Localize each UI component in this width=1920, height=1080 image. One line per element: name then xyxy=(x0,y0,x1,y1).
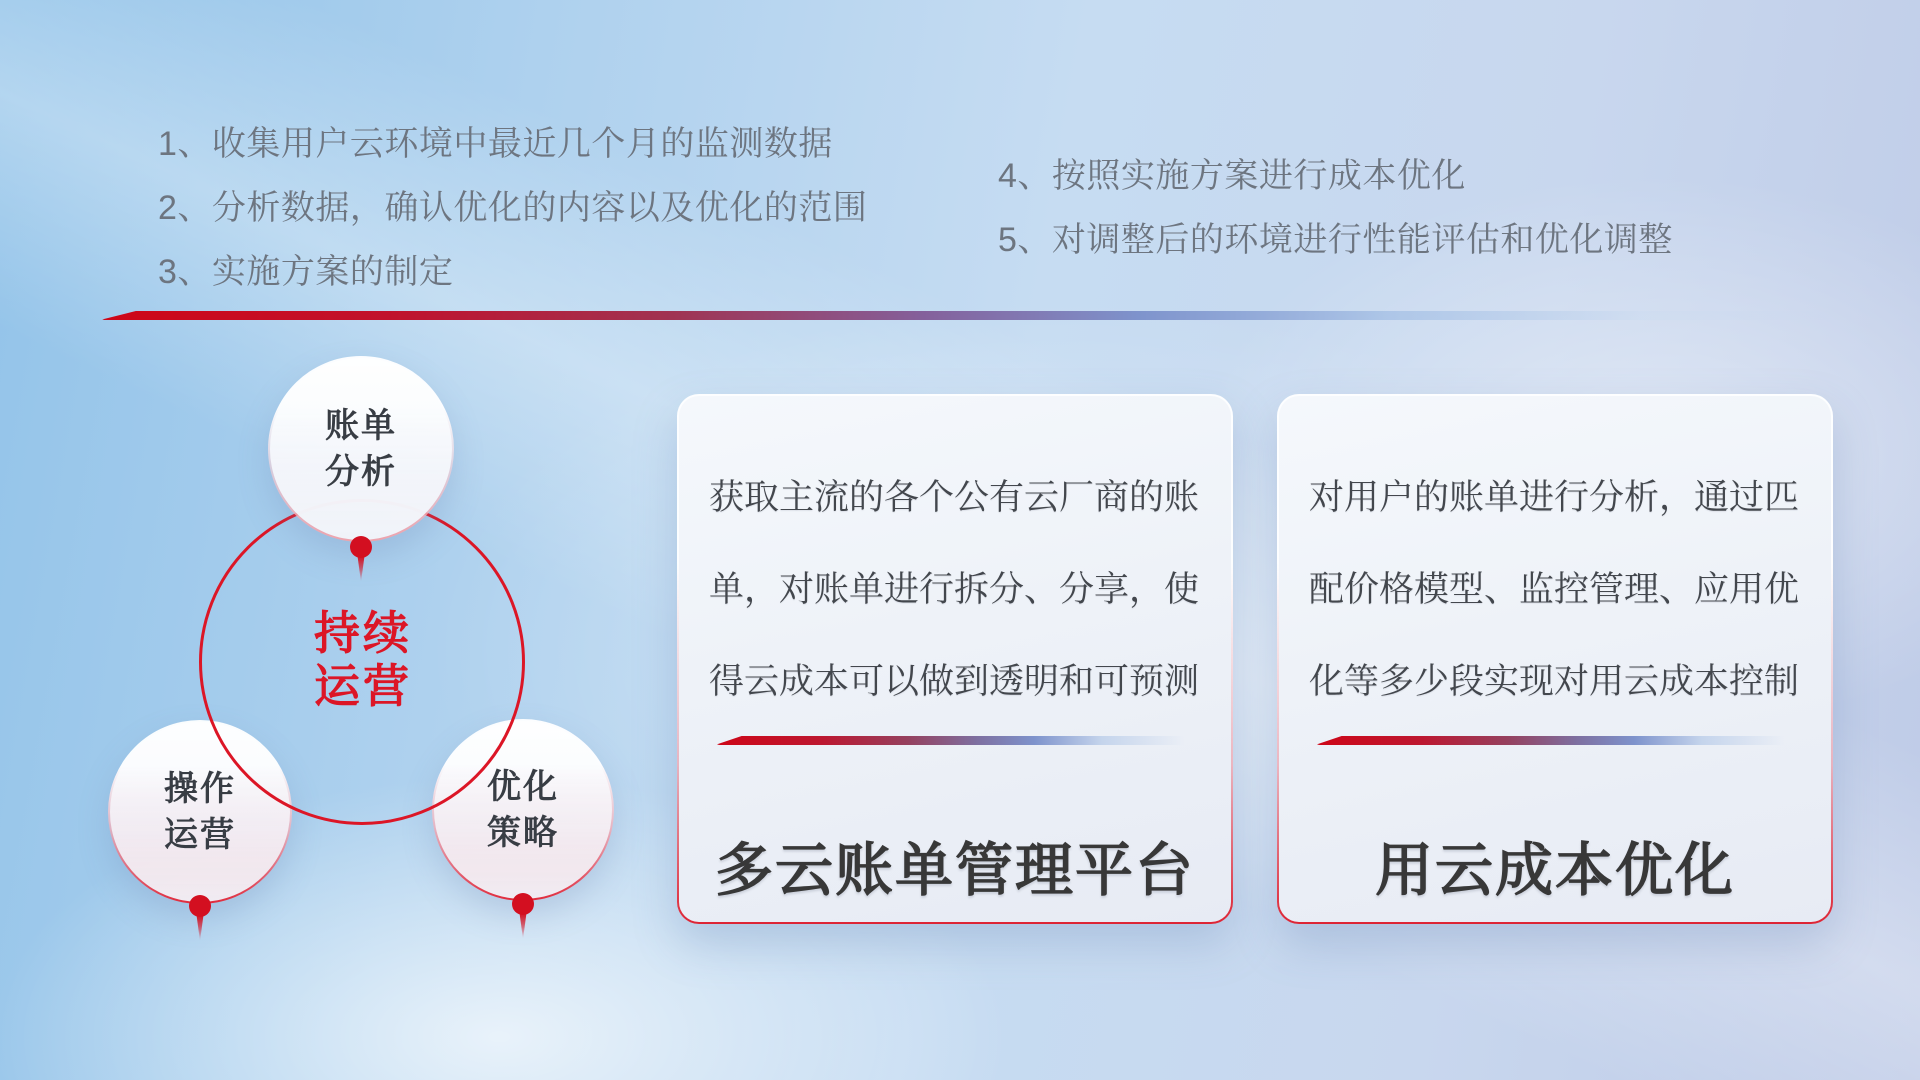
node-billing-analysis-label xyxy=(325,403,397,495)
node-label-line: 优化 xyxy=(487,768,559,806)
process-steps-right xyxy=(998,144,1673,272)
card-cloud-cost-optimization xyxy=(1277,394,1833,924)
cycle-center-line2: 运营 xyxy=(314,660,412,712)
step-4: 4、按照实施方案进行成本优化 xyxy=(998,157,1466,195)
node-label-line: 运营 xyxy=(164,816,236,854)
card-title: 多云账单管理平台 xyxy=(714,838,1195,903)
pin-marker-icon xyxy=(512,893,534,915)
pin-marker-icon xyxy=(350,536,372,558)
card-divider-swoosh xyxy=(715,736,1199,745)
card-body-text: 获取主流的各个公有云厂商的账单，对账单进行拆分、分享，使得云成本可以做到透明和可预测 xyxy=(709,478,1200,701)
card-divider-swoosh xyxy=(1315,736,1799,745)
node-label-line: 分析 xyxy=(325,453,397,491)
node-billing-analysis xyxy=(268,356,454,542)
step-3: 3、实施方案的制定 xyxy=(158,253,454,291)
card-body-text: 对用户的账单进行分析，通过匹配价格模型、监控管理、应用优化等多少段实现对用云成本控制 xyxy=(1309,478,1800,701)
node-label-line: 操作 xyxy=(164,770,236,808)
card-title: 用云成本优化 xyxy=(1374,838,1735,903)
step-5: 5、对调整后的环境进行性能评估和优化调整 xyxy=(998,221,1673,259)
step-2: 2、分析数据，确认优化的内容以及优化的范围 xyxy=(158,189,868,227)
node-label-line: 策略 xyxy=(487,814,559,852)
node-label-line: 账单 xyxy=(325,407,397,445)
continuous-operation-cycle-diagram xyxy=(0,0,700,1080)
cycle-center-line1: 持续 xyxy=(314,607,412,659)
node-optimization-strategy-label xyxy=(487,764,559,856)
node-operation-ops-label xyxy=(164,766,236,858)
cycle-center-label xyxy=(314,607,412,713)
pin-marker-icon xyxy=(189,895,211,917)
card-multicloud-billing-platform xyxy=(677,394,1233,924)
step-1: 1、收集用户云环境中最近几个月的监测数据 xyxy=(158,125,833,163)
